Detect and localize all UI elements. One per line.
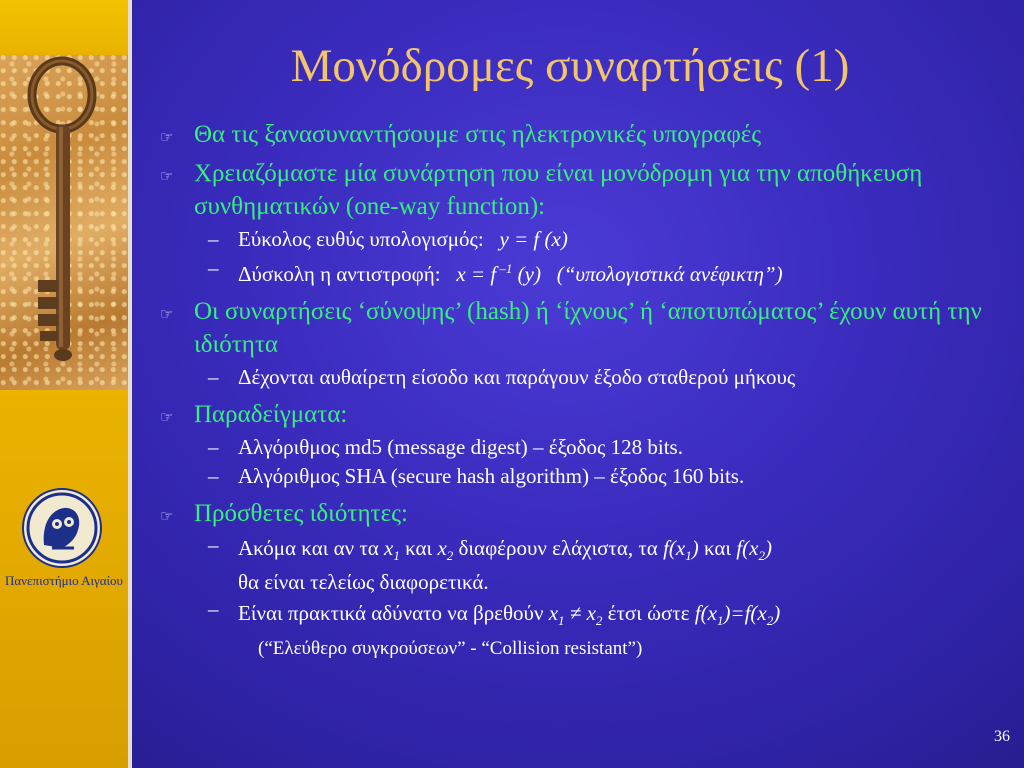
bullet-2	[150, 157, 1010, 223]
sub-text: Δέχονται αυθαίρετη είσοδο και παράγουν έξοδο σταθερού μήκους	[238, 365, 796, 389]
sub-text: Εύκολος ευθύς υπολογισμός:	[238, 227, 484, 251]
sidebar	[0, 0, 128, 768]
university-logo	[22, 488, 102, 568]
bullet-5-text: Πρόσθετες ιδιότητες:	[194, 500, 408, 527]
formula-y: (y)	[512, 262, 541, 286]
slide-title: Μονόδρομες συναρτήσεις (1)	[290, 40, 850, 92]
page-number: 36	[994, 728, 1010, 745]
formula-x: x = f	[456, 262, 497, 286]
bullet-4	[150, 398, 1010, 431]
bullet-2-sub-2: – Δύσκολη η αντιστροφή: x = f $^{-1}$ (y) (“υπολογιστικά ανέφικτη”)	[208, 256, 783, 286]
bullet-5-sub-1: – Ακόμα και αν τα $x_1$ και $x_2$ διαφέρουν ελάχιστα, τα $f(x_1)$ και $f(x_2)$ θα είναι τελείως διαφορετικά.	[208, 533, 772, 595]
sub-text: Αλγόριθμος md5 (message digest) – έξοδος 128 bits.	[238, 435, 683, 459]
pointing-hand-icon: ☞	[160, 307, 174, 323]
formula-note: (“υπολογιστικά ανέφικτη”)	[556, 262, 783, 286]
bullet-5	[150, 497, 1010, 530]
bullet-4-text: Παραδείγματα:	[194, 401, 348, 428]
bullet-2-text: Χρειαζόμαστε μία συνάρτηση που είναι μονόδρομη για την αποθήκευση συνθηματικών (one-way function):	[194, 160, 923, 220]
bullet-3-sub-1: – Δέχονται αυθαίρετη είσοδο και παράγουν έξοδο σταθερού μήκους	[208, 365, 796, 389]
sidebar-top-band	[0, 0, 128, 55]
pointing-hand-icon: ☞	[160, 130, 174, 146]
pointing-hand-icon: ☞	[160, 509, 174, 525]
bullet-3	[150, 295, 1010, 361]
collision-resistant-note: (“Ελεύθερο συγκρούσεων” - “Collision resistant”)	[258, 638, 643, 660]
bullet-4-sub-1: – Αλγόριθμος md5 (message digest) – έξοδος 128 bits.	[208, 435, 683, 459]
bullet-5-sub-2: – Είναι πρακτικά αδύνατο να βρεθούν $x_1 \ne x_2$ έτσι ώστε $f(x_1)=f(x_2)$	[208, 597, 781, 629]
bullet-1	[150, 118, 1010, 151]
bullet-4-sub-2: – Αλγόριθμος SHA (secure hash algorithm) – έξοδος 160 bits.	[208, 464, 745, 488]
slide-content	[150, 118, 1010, 663]
pointing-hand-icon: ☞	[160, 169, 174, 185]
formula: y = f (x)	[499, 227, 568, 251]
key-photo	[0, 55, 128, 390]
formula-sup: –1	[496, 261, 513, 276]
pointing-hand-icon: ☞	[160, 410, 174, 426]
university-name: Πανεπιστήμιο Αιγαίου	[4, 573, 123, 588]
bullet-2-sub-1: – Εύκολος ευθύς υπολογισμός: y = f (x)	[208, 227, 568, 251]
sub-text: Αλγόριθμος SHA (secure hash algorithm) – έξοδος 160 bits.	[238, 464, 745, 488]
sub-text: Δύσκολη η αντιστροφή:	[238, 262, 441, 286]
bullet-3-text: Οι συναρτήσεις ‘σύνοψης’ (hash) ή ‘ίχνους’ ή ‘αποτυπώματος’ έχουν αυτή την ιδιότητα	[194, 298, 982, 358]
sidebar-divider	[128, 0, 132, 768]
bullet-1-text: Θα τις ξανασυναντήσουμε στις ηλεκτρονικές υπογραφές	[194, 121, 762, 148]
owl-emblem-icon	[24, 490, 100, 566]
key-icon	[0, 55, 128, 390]
